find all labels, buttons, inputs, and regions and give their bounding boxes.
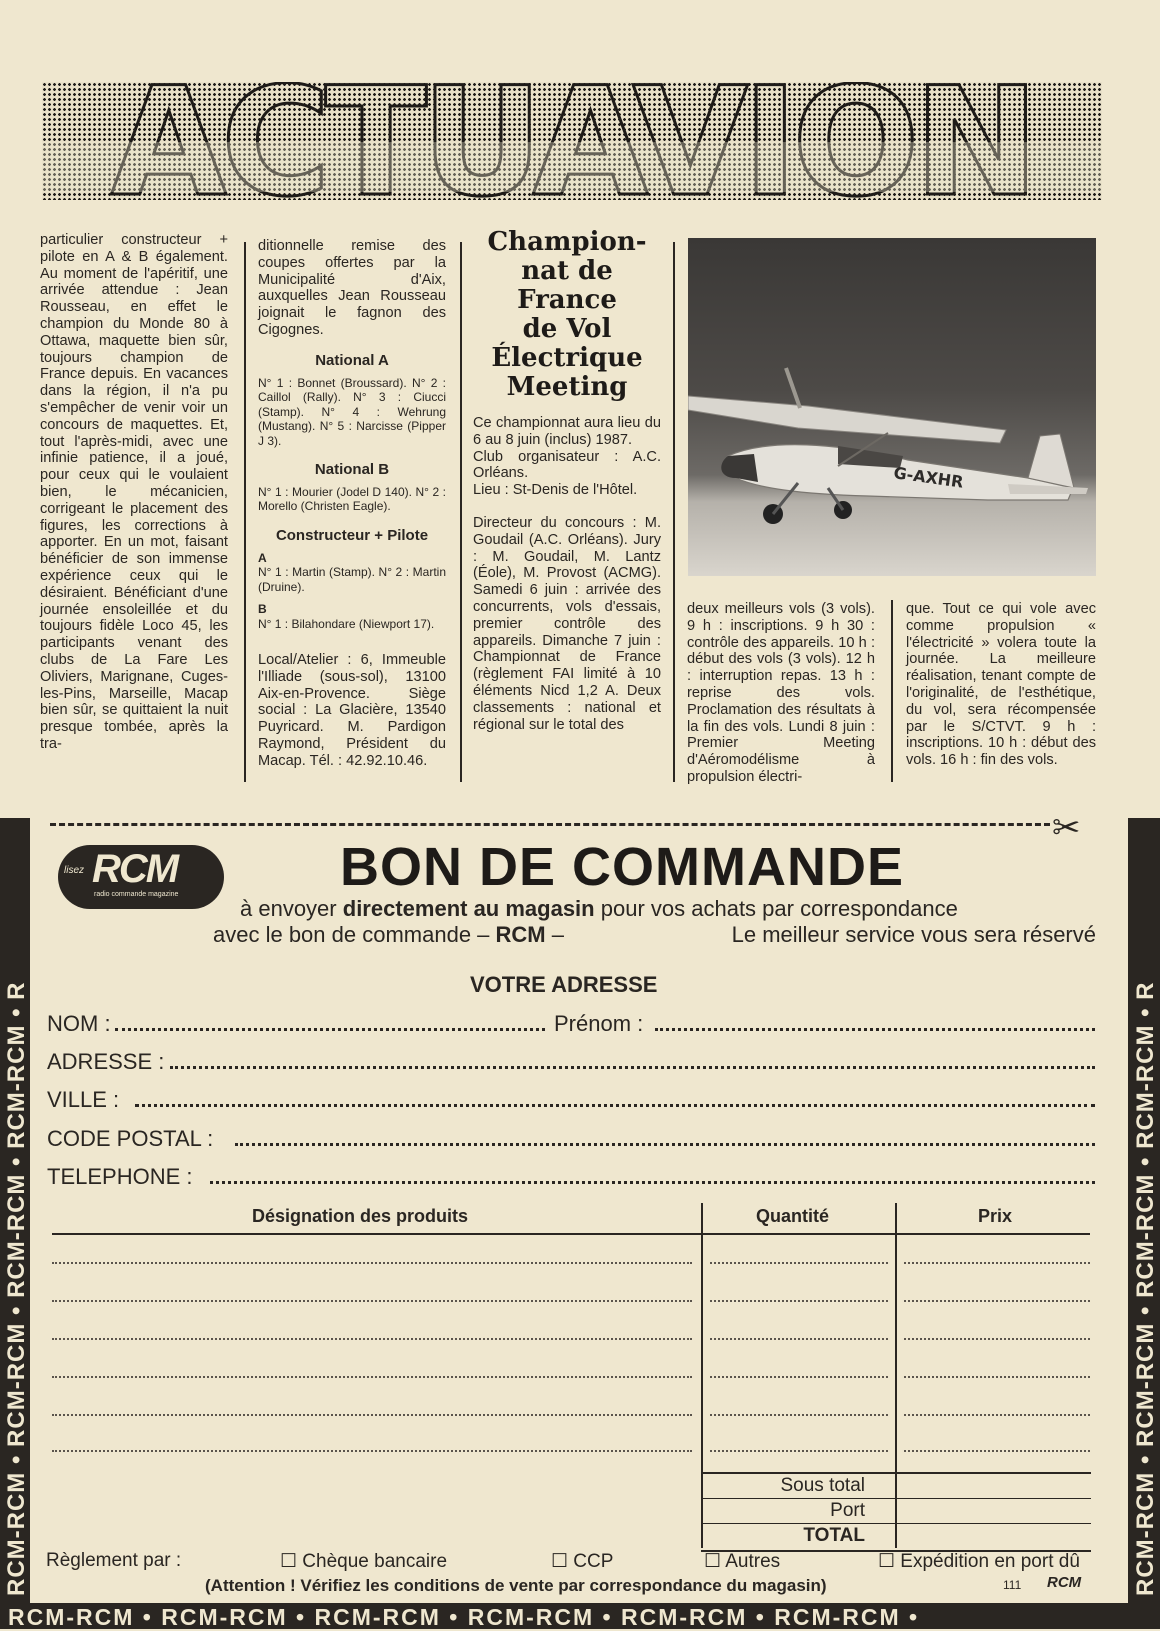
championship-title: [472, 228, 662, 402]
article-col-4: [687, 601, 875, 786]
title-line: France: [517, 285, 617, 315]
sous-total-label: Sous total: [780, 1475, 865, 1496]
cp-a-label: A: [258, 550, 267, 565]
address-heading: VOTRE ADRESSE: [470, 972, 658, 997]
left-border-bar: [0, 818, 30, 1604]
actuavion-banner: [42, 82, 1102, 200]
order-row-prix[interactable]: [904, 1338, 1090, 1340]
order-row-designation[interactable]: [52, 1450, 692, 1452]
coupon-subtitle-1: [240, 896, 958, 922]
port-label: Port: [830, 1500, 865, 1521]
heading-constructeur-pilote: Constructeur + Pilote: [275, 526, 429, 544]
bottom-border-text: RCM-RCM • RCM-RCM • RCM-RCM • RCM-RCM • RCM-RCM • RCM-RCM •: [8, 1604, 920, 1630]
title-line: Électrique: [491, 343, 643, 373]
coupon-subtitle-2: [213, 922, 1096, 948]
attention-note: (Attention ! Vérifiez les conditions de vente par correspondance du magasin): [205, 1576, 827, 1595]
checkbox-expedition[interactable]: ☐ Expédition en port dû: [878, 1551, 1080, 1572]
sub2-c: –: [551, 922, 565, 947]
title-line: Champion-: [487, 227, 647, 257]
heading-national-a: National A: [315, 351, 389, 369]
sub1-c: pour vos achats par correspondance: [600, 896, 958, 921]
checkbox-cheque[interactable]: ☐ Chèque bancaire: [280, 1551, 448, 1572]
title-line: de Vol: [522, 314, 612, 344]
prenom-label: Prénom :: [554, 1011, 644, 1036]
footer-rcm-logo: RCM: [1047, 1574, 1082, 1591]
order-row-quantite[interactable]: [710, 1262, 888, 1264]
adresse-label: ADRESSE :: [47, 1049, 165, 1074]
order-row-quantite[interactable]: [710, 1300, 888, 1302]
col3-p4: Directeur du concours : M. Goudail (A.C. Orléans). Jury : M. Goudail, M. Lantz (Éole), M. Provost (ACMG). Samedi 6 juin : arrivée des concurrents, vols d'essais, premier contrôle des appareils. Dimanche 7 juin : Championnat de France (règlement FAI limité à 10 éléments Nicd 1,2 A. Deux classements : national et régional sur le total des: [473, 514, 661, 733]
totals-box: [701, 1472, 1091, 1552]
col1-text: particulier constructeur + pilote en A & B également. Au moment de l'apéritif, une arrivée attendue : Jean Rousseau, en effet le champion du Monde 80 à Ottawa, maquette bien sûr, toujours champion de France depuis. En vacances dans la région, il n'a pu s'empêcher de venir voir un concours de maquettes. Et, tout l'après-midi, avec une infinie patience, il a joué, pour ceux qui le voulaient bien, le mécanicien, corrigeant le placement des figures, les corrections à apporter. En un mot, faisant bénéficier de son immense expérience ceux qui le désiraient. Bénéficiant d'une journée ensoleillée et du toujours fidèle Loco 45, les participants venant des clubs de La Fare Les Oliviers, Marignane, Cuges-les-Pins, Marseille, Macap bien sûr, se quittaient la nuit presque tombée, après la tra-: [40, 232, 228, 752]
coupon-title: BON DE COMMANDE: [340, 837, 904, 897]
sub2-a: avec le bon de commande –: [213, 922, 490, 947]
totals-rule: [701, 1523, 1091, 1524]
order-row-quantite[interactable]: [710, 1338, 888, 1340]
order-row-designation[interactable]: [52, 1338, 692, 1340]
article-col-2: [258, 238, 446, 631]
reglement-label: Règlement par :: [46, 1550, 182, 1571]
left-border-text: RCM-RCM • RCM-RCM • RCM-RCM • RCM-RCM • R: [3, 981, 30, 1596]
article-col-5: [906, 601, 1096, 769]
col3-p3: Lieu : St-Denis de l'Hôtel.: [473, 482, 638, 499]
col-prix: Prix: [978, 1206, 1013, 1226]
title-line: nat de: [521, 256, 613, 286]
order-row-quantite[interactable]: [710, 1450, 888, 1452]
rcm-logo: [58, 845, 224, 909]
ville-label: VILLE :: [47, 1087, 120, 1112]
prenom-field[interactable]: [655, 1028, 1095, 1031]
cp-b-label: B: [258, 602, 267, 617]
article-col-1: [40, 232, 228, 753]
telephone-field[interactable]: [210, 1181, 1095, 1184]
heading-national-b: National B: [314, 461, 390, 479]
column-divider: [460, 242, 462, 782]
adresse-field[interactable]: [170, 1066, 1095, 1069]
macap-address: [258, 652, 446, 770]
results-national-b: N° 1 : Mourier (Jodel D 140). N° 2 : Morello (Christen Eagle).: [258, 484, 446, 514]
order-row-designation[interactable]: [52, 1262, 692, 1264]
column-divider: [673, 242, 675, 782]
totals-rule: [701, 1498, 1091, 1499]
results-cp-b: N° 1 : Bilahondare (Niewport 17).: [258, 616, 435, 631]
sub1-b: directement au magasin: [342, 896, 595, 921]
order-row-prix[interactable]: [904, 1376, 1090, 1378]
right-border-bar: [1128, 818, 1160, 1604]
article-col-3: [473, 415, 661, 733]
banner-title: ACTUAVION: [110, 82, 1034, 200]
sub2-b: RCM: [495, 922, 546, 947]
nom-field[interactable]: [115, 1028, 545, 1031]
order-row-designation[interactable]: [52, 1300, 692, 1302]
local-text: Local/Atelier : 6, Immeuble l'Illiade (sous-sol), 13100 Aix-en-Provence. Siège social : La Glacière, 13540 Puyricard. M. Pardigon Raymond, Président du Macap. Tél. : 42.92.10.46.: [258, 652, 446, 769]
results-cp-a: N° 1 : Martin (Stamp). N° 2 : Martin (Druine).: [258, 565, 446, 594]
sub1-a: à envoyer: [240, 896, 337, 921]
order-row-prix[interactable]: [904, 1414, 1090, 1416]
code-postal-field[interactable]: [235, 1143, 1095, 1146]
order-row-prix[interactable]: [904, 1450, 1090, 1452]
banner-band: [42, 142, 1102, 192]
right-border-text: RCM-RCM • RCM-RCM • RCM-RCM • RCM-RCM • R: [1132, 981, 1159, 1596]
col5-text: que. Tout ce qui vole avec comme propulsion « l'électricité » volera toute la journée. La meilleure réalisation, tenant compte de l'originalité, de l'esthétique, du vol, sera récompensée par le S/CTVT. 9 h : inscriptions. 10 h : début des vols. 16 h : fin des vols.: [906, 601, 1096, 769]
ville-field[interactable]: [135, 1104, 1095, 1107]
order-row-quantite[interactable]: [710, 1414, 888, 1416]
results-national-a: N° 1 : Bonnet (Broussard). N° 2 : Caillol (Rally). N° 3 : Ciucci (Stamp). N° 4 : Wehrung (Mustang). N° 5 : Narcisse (Pipper J 3).: [258, 375, 446, 448]
scissors-icon: ✂: [1052, 809, 1081, 847]
col3-p1: Ce championnat aura lieu du 6 au 8 juin (inclus) 1987.: [473, 415, 661, 448]
title-line: Meeting: [506, 372, 628, 402]
checkbox-autres[interactable]: ☐ Autres: [704, 1551, 781, 1572]
col4-text: deux meilleurs vols (3 vols). 9 h : inscriptions. 9 h 30 : contrôle des appareils. 10 h : début des vols (3 vols). 12 h : interruption repas. 13 h : reprise des vols. Proclamation des résultats à la fin des vols. Lundi 8 juin : Premier Meeting d'Aéromodélisme à propulsion électri-: [687, 601, 875, 785]
col3-p2: Club organisateur : A.C. Orléans.: [473, 448, 661, 482]
code-postal-label: CODE POSTAL :: [47, 1126, 214, 1151]
airplane-photo: [688, 238, 1096, 576]
logo-lisez: lisez: [64, 865, 85, 876]
sub2-d: Le meilleur service vous sera réservé: [731, 922, 1096, 947]
table-header-rule: [52, 1233, 1090, 1235]
col2-intro: ditionnelle remise des coupes offertes par la Municipalité d'Aix, auxquelles Jean Rousseau joignait le fagnon des Cigognes.: [258, 238, 446, 338]
order-row-prix[interactable]: [904, 1300, 1090, 1302]
airplane-illustration: [688, 238, 1096, 576]
logo-tagline: radio commande magazine: [94, 891, 179, 898]
nom-label: NOM :: [47, 1011, 111, 1036]
order-row-designation[interactable]: [52, 1414, 692, 1416]
telephone-label: TELEPHONE :: [47, 1164, 193, 1189]
page-number: 111: [1003, 1578, 1022, 1592]
order-row-designation[interactable]: [52, 1376, 692, 1378]
column-divider: [244, 242, 246, 782]
logo-rcm: RCM: [92, 847, 178, 891]
aircraft-registration: G-AXHR: [892, 463, 965, 492]
column-divider: [891, 600, 893, 782]
col-quantite: Quantité: [756, 1206, 830, 1226]
bottom-border-bar: [0, 1603, 1160, 1629]
order-row-prix[interactable]: [904, 1262, 1090, 1264]
cut-line: [50, 823, 1050, 826]
total-label: TOTAL: [803, 1525, 865, 1546]
order-row-quantite[interactable]: [710, 1376, 888, 1378]
col-designation: Désignation des produits: [252, 1206, 469, 1226]
checkbox-ccp[interactable]: ☐ CCP: [551, 1551, 614, 1572]
